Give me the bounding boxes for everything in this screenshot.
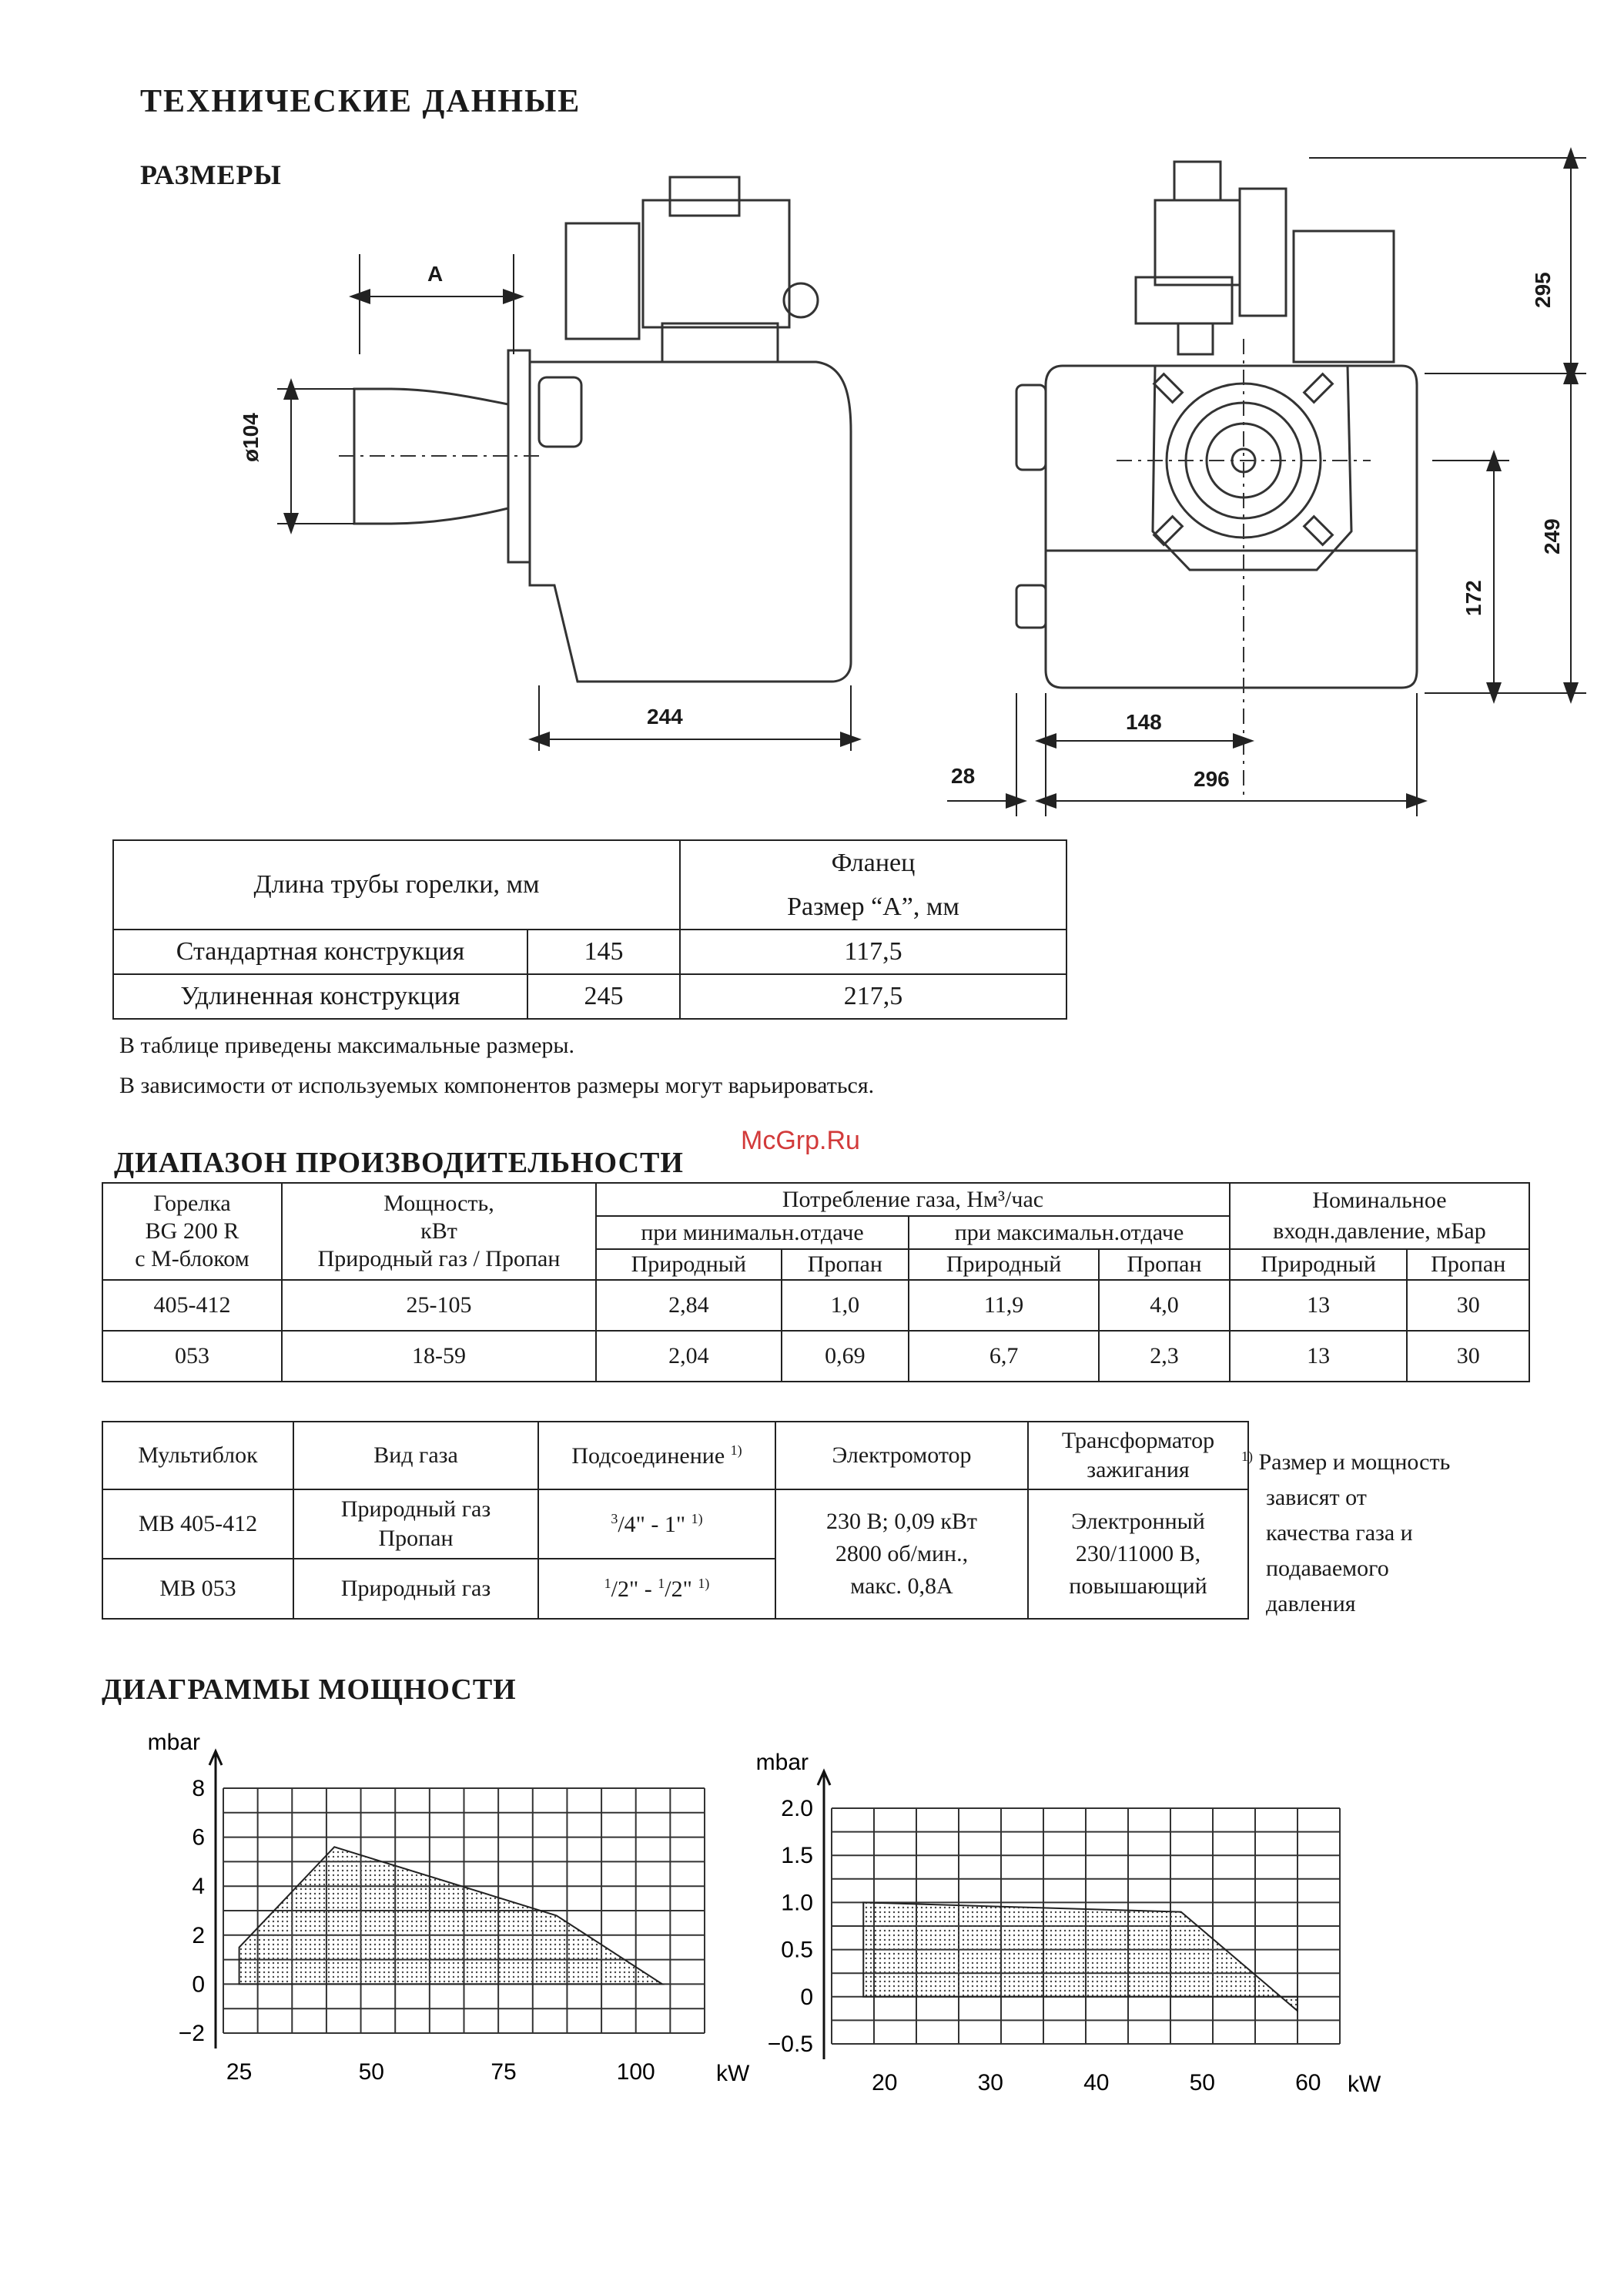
dimension-a-label: A [427, 262, 444, 286]
header-transformer: Трансформатор зажигания [1028, 1422, 1248, 1489]
dimension-295-label: 295 [1531, 272, 1555, 308]
cell-block: MB 053 [102, 1559, 293, 1619]
dimension-244-label: 244 [647, 705, 683, 729]
header-propane: Пропан [1099, 1249, 1230, 1280]
page-title: ТЕХНИЧЕСКИЕ ДАННЫЕ [140, 84, 581, 119]
row-length: 245 [527, 974, 680, 1019]
y-tick-label: 2 [192, 1922, 205, 1948]
table-row [102, 1280, 1529, 1331]
y-tick-label: −2 [178, 2021, 205, 2046]
header-flange-2: Размер “A”, мм [680, 885, 1066, 930]
table-row [102, 1331, 1529, 1382]
x-tick-label: 60 [1295, 2070, 1321, 2095]
row-name: Стандартная конструкция [113, 930, 527, 974]
header-consumption: Потребление газа, Нм³/час [596, 1183, 1230, 1216]
x-axis-label: kW [716, 2061, 750, 2086]
cell-max-propane: 2,3 [1099, 1331, 1230, 1382]
cell-power: 25-105 [282, 1280, 596, 1331]
header-gas-type: Вид газа [293, 1422, 538, 1489]
y-tick-label: 1.5 [781, 1843, 813, 1869]
y-tick-label: 6 [192, 1824, 205, 1851]
x-axis-label: kW [1348, 2072, 1381, 2097]
y-tick-label: 1.0 [781, 1890, 813, 1916]
y-tick-label: 4 [192, 1874, 205, 1900]
table-row [113, 930, 1066, 974]
cell-min-propane: 0,69 [782, 1331, 909, 1382]
table-row [102, 1489, 1248, 1559]
row-name: Удлиненная конструкция [113, 974, 527, 1019]
table-row [113, 974, 1066, 1019]
dimension-148-label: 148 [1126, 710, 1162, 734]
dimensions-note-2: В зависимости от используемых компонентов размеры могут варьироваться. [119, 1073, 875, 1098]
y-axis-label: mbar [147, 1730, 200, 1755]
cell-gas: Природный газ [293, 1559, 538, 1619]
x-tick-label: 75 [491, 2059, 517, 2085]
y-tick-label: 0 [192, 1971, 205, 1998]
header-flange-1: Фланец [680, 840, 1066, 885]
row-flange: 117,5 [680, 930, 1066, 974]
cell-connection: $^3$/4" - 1" $^{1)}$ [538, 1489, 775, 1559]
dimension-296-label: 296 [1194, 767, 1230, 791]
header-burner: Горелка BG 200 R с М-блоком [102, 1183, 282, 1280]
x-tick-label: 50 [358, 2059, 384, 2085]
section-dimensions-title: РАЗМЕРЫ [140, 159, 282, 190]
dimensions-note-1: В таблице приведены максимальные размеры. [119, 1033, 575, 1058]
cell-pressure-propane: 30 [1407, 1331, 1529, 1382]
header-power: Мощность, кВт Природный газ / Пропан [282, 1183, 596, 1280]
multiblock-table [102, 1421, 1249, 1620]
dimension-172-label: 172 [1462, 580, 1485, 616]
x-tick-label: 30 [977, 2070, 1003, 2095]
cell-min-propane: 1,0 [782, 1280, 909, 1331]
multiblock-footnote: $^{1)}$ Размер и мощность зависят от качества газа и подаваемого давления [1241, 1449, 1451, 1616]
header-length: Длина трубы горелки, мм [113, 840, 680, 930]
x-tick-label: 40 [1083, 2070, 1110, 2095]
diagrams-title: ДИАГРАММЫ МОЩНОСТИ [102, 1673, 517, 1706]
x-tick-label: 50 [1189, 2070, 1215, 2095]
cell-block: MB 405-412 [102, 1489, 293, 1559]
front-view-drawing [1016, 162, 1417, 801]
cell-pressure-propane: 30 [1407, 1280, 1529, 1331]
power-diagram-1 [100, 1725, 755, 2102]
watermark: McGrp.Ru [741, 1126, 860, 1155]
header-multiblock: Мультиблок [102, 1422, 293, 1489]
x-tick-label: 25 [226, 2059, 253, 2085]
y-tick-label: 0 [800, 1984, 813, 2010]
header-nominal-pressure: Номинальное входн.давление, мБар [1230, 1183, 1529, 1249]
cell-burner: 405-412 [102, 1280, 282, 1331]
cell-min-natural: 2,84 [596, 1280, 782, 1331]
side-view-drawing [339, 177, 851, 682]
cell-min-natural: 2,04 [596, 1331, 782, 1382]
dimension-diameter-label: ø104 [239, 413, 263, 462]
header-connection: Подсоединение $^{1)}$ [538, 1422, 775, 1489]
performance-area [863, 1902, 1298, 2011]
x-tick-label: 20 [872, 2070, 898, 2095]
power-diagram-2 [739, 1725, 1409, 2102]
row-length: 145 [527, 930, 680, 974]
dimensions-table [112, 839, 1067, 1020]
y-tick-label: 2.0 [781, 1796, 813, 1821]
header-propane: Пропан [782, 1249, 909, 1280]
performance-table [102, 1182, 1530, 1382]
cell-gas: Природный газ Пропан [293, 1489, 538, 1559]
cell-max-propane: 4,0 [1099, 1280, 1230, 1331]
y-tick-label: 0.5 [781, 1937, 813, 1963]
cell-pressure-natural: 13 [1230, 1331, 1408, 1382]
cell-burner: 053 [102, 1331, 282, 1382]
cell-connection: $^1$/2" - $^1$/2" $^{1)}$ [538, 1559, 775, 1619]
cell-motor: 230 В; 0,09 кВт 2800 об/мин., макс. 0,8А [775, 1489, 1028, 1619]
header-natural: Природный [909, 1249, 1099, 1280]
header-min-output: при минимальн.отдаче [596, 1216, 909, 1249]
burner-drawings [0, 116, 1624, 824]
performance-area [239, 1847, 662, 1984]
cell-max-natural: 11,9 [909, 1280, 1099, 1331]
cell-pressure-natural: 13 [1230, 1280, 1408, 1331]
row-flange: 217,5 [680, 974, 1066, 1019]
y-tick-label: −0.5 [767, 2032, 813, 2057]
cell-transformer: Электронный 230/11000 В, повышающий [1028, 1489, 1248, 1619]
dimension-249-label: 249 [1540, 518, 1564, 554]
x-tick-label: 100 [616, 2059, 655, 2085]
header-natural: Природный [1230, 1249, 1408, 1280]
header-max-output: при максимальн.отдаче [909, 1216, 1230, 1249]
cell-max-natural: 6,7 [909, 1331, 1099, 1382]
dimension-28-label: 28 [951, 764, 976, 788]
header-natural: Природный [596, 1249, 782, 1280]
cell-power: 18-59 [282, 1331, 596, 1382]
header-propane: Пропан [1407, 1249, 1529, 1280]
performance-title: ДИАПАЗОН ПРОИЗВОДИТЕЛЬНОСТИ [114, 1147, 684, 1179]
y-axis-label: mbar [755, 1750, 809, 1775]
header-motor: Электромотор [775, 1422, 1028, 1489]
y-tick-label: 8 [192, 1776, 205, 1801]
